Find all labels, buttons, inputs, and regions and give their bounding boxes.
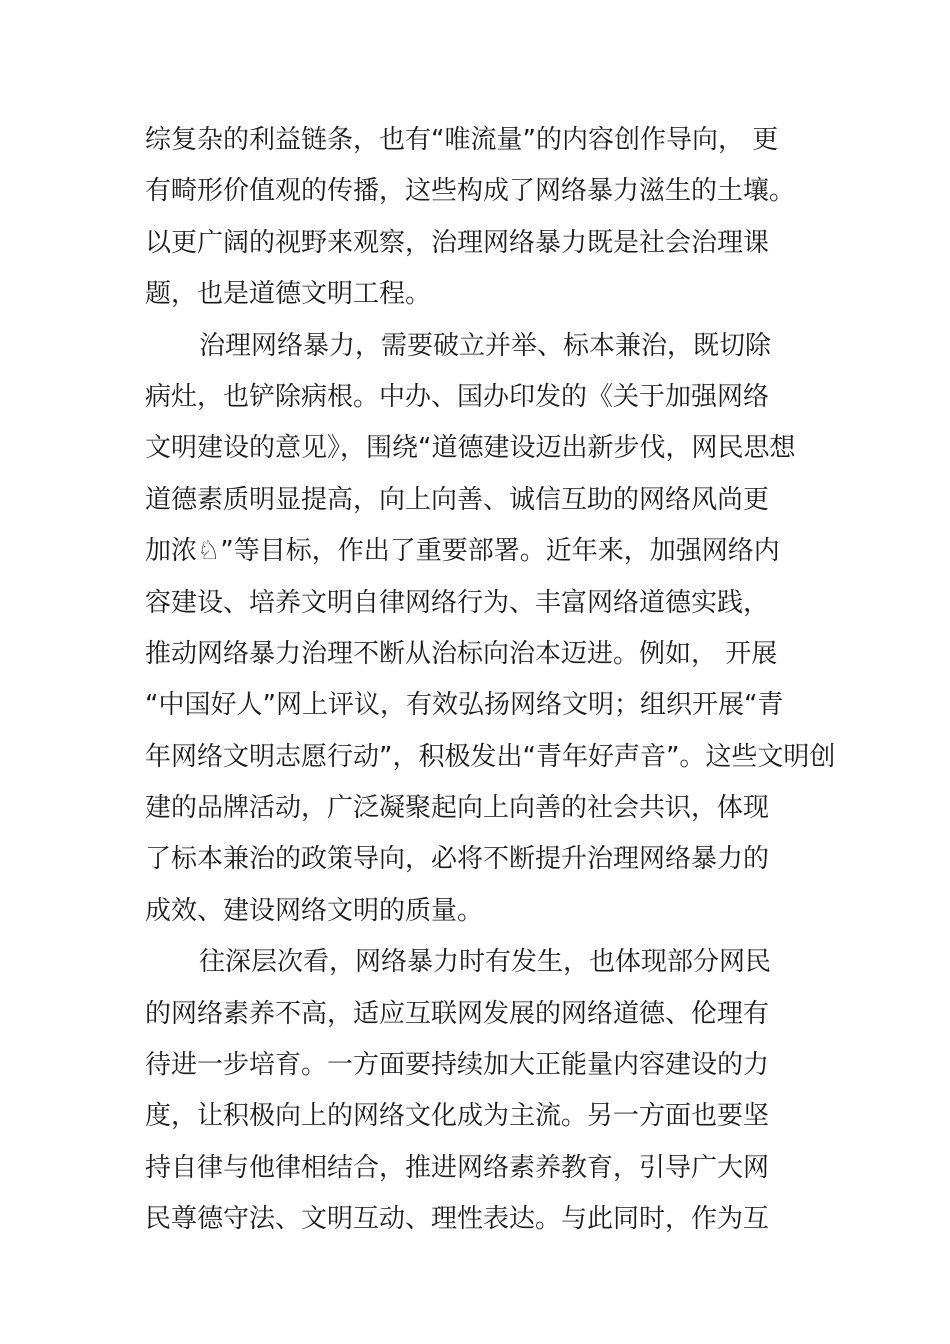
text-line: 成效、建设网络文明的质量。 [145,895,484,926]
article-body [145,115,836,1246]
paragraph-start-line: 往深层次看，网络暴力时有发生，也体现部分网民 [199,947,772,978]
text-line: 病灶，也铲除病根。中办、国办印发的《关于加强网络 [145,381,770,412]
text-line: 度，让积极向上的网络文化成为主流。另一方面也要坚 [145,1101,770,1132]
text-line: 加浓♘”等目标，作出了重要部署。近年来，加强网络内 [145,536,780,567]
text-line: 年网络文明志愿行动”，积极发出“青年好声音”。这些文明创 [145,741,836,772]
text-line: 的网络素养不高，适应互联网发展的网络道德、伦理有 [145,998,770,1029]
text-line: “中国好人”网上评议，有效弘扬网络文明；组织开展“青 [145,690,784,721]
text-line: 了标本兼治的政策导向，必将不断提升治理网络暴力的 [145,844,770,875]
text-line: 建的品牌活动，广泛凝聚起向上向善的社会共识，体现 [145,793,770,824]
text-line: 推动网络暴力治理不断从治标向治本迈进。例如， 开展 [145,638,778,669]
text-line: 以更广阔的视野来观察，治理网络暴力既是社会治理课 [145,227,770,258]
text-line: 容建设、培养文明自律网络行为、丰富网络道德实践， [145,587,770,618]
text-line: 民尊德守法、文明互动、理性表达。与此同时，作为互 [145,1204,770,1235]
text-line: 文明建设的意见》，围绕“道德建设迈出新步伐，网民思想 [145,433,796,464]
text-line: 有畸形价值观的传播，这些构成了网络暴力滋生的土壤。 [145,176,796,207]
text-line: 待进一步培育。一方面要持续加大正能量内容建设的力 [145,1050,770,1081]
text-line: 综复杂的利益链条，也有“唯流量”的内容创作导向， 更 [145,125,779,155]
paragraph-start-line: 治理网络暴力，需要破立并举、标本兼治，既切除 [199,330,772,361]
text-line: 道德素质明显提高，向上向善、诚信互助的网络风尚更 [145,484,770,515]
text-line: 题，也是道德文明工程。 [145,279,432,310]
text-line: 持自律与他律相结合，推进网络素养教育，引导广大网 [145,1152,770,1183]
